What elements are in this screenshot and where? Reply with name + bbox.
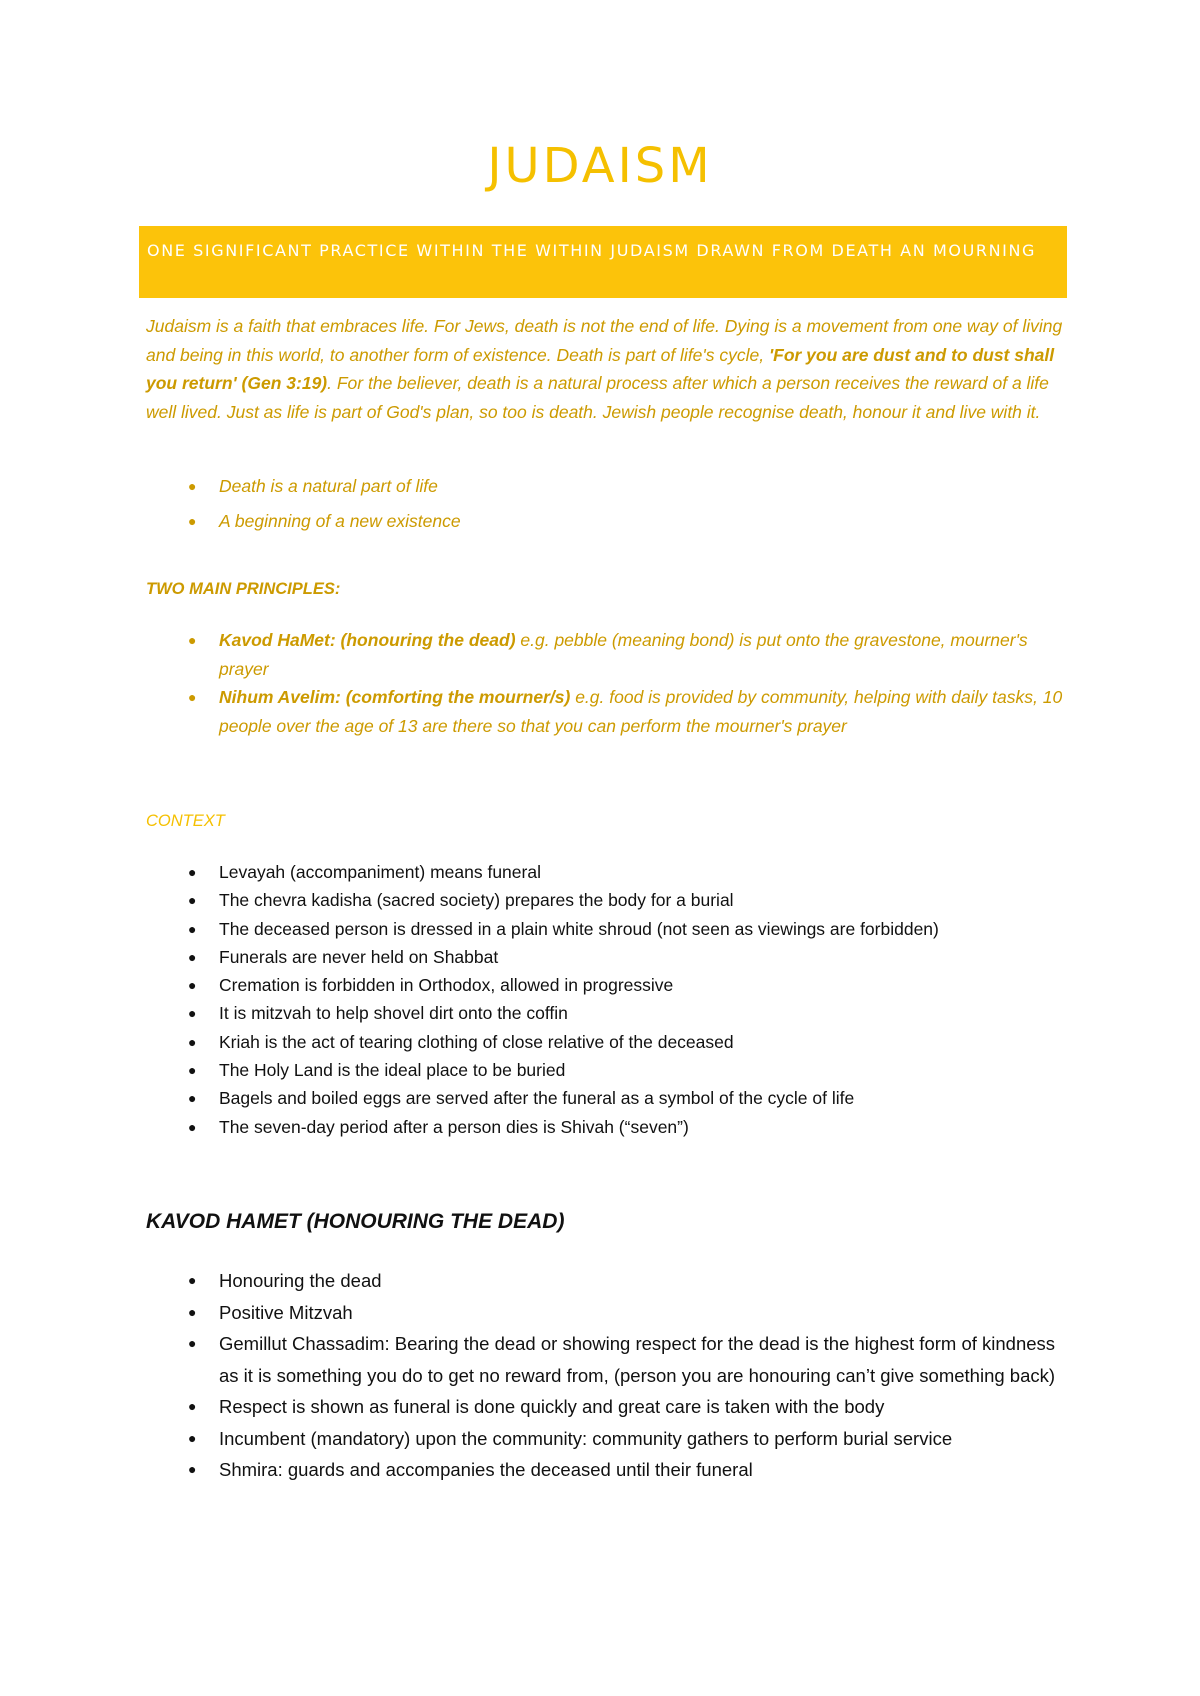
list-item-text: Honouring the dead — [219, 1270, 382, 1291]
principle-text: e.g. food is provided by community, helping with daily tasks, 10 people over the age of 13 are there so that you can perform the mourner's prayer — [219, 687, 1063, 736]
list-item-text: Cremation is forbidden in Orthodox, allowed in progressive — [219, 975, 674, 996]
kavod-hamet-list — [146, 1265, 1066, 1486]
principle-term: Kavod HaMet: (honouring the dead) — [219, 630, 516, 650]
list-item — [146, 1056, 1066, 1084]
intro-bullet-list — [146, 472, 1066, 535]
list-item — [146, 683, 1066, 740]
list-item — [146, 943, 1066, 971]
bullet-icon: ● — [188, 948, 197, 965]
section-banner — [139, 226, 1067, 298]
list-item-text: Shmira: guards and accompanies the deceased until their funeral — [219, 1459, 753, 1480]
list-item-text: Funerals are never held on Shabbat — [219, 946, 499, 967]
list-item-text: It is mitzvah to help shovel dirt onto the coffin — [219, 1003, 568, 1024]
bullet-icon: ● — [188, 892, 197, 909]
context-list — [146, 858, 1066, 1141]
principles-list — [146, 626, 1066, 740]
bullet-icon: ● — [188, 1303, 197, 1320]
list-item — [146, 1454, 1066, 1486]
list-item — [146, 999, 1066, 1027]
list-item — [146, 1423, 1066, 1455]
list-item — [146, 1084, 1066, 1112]
list-item — [146, 1328, 1066, 1391]
list-item-text: Death is a natural part of life — [219, 476, 438, 496]
list-item-text: Respect is shown as funeral is done quickly and great care is taken with the body — [219, 1396, 885, 1417]
list-item-text: Bagels and boiled eggs are served after the funeral as a symbol of the cycle of life — [219, 1088, 855, 1109]
page-title: JUDAISM — [487, 138, 713, 194]
bullet-icon: ● — [188, 1033, 197, 1050]
list-item-text: The deceased person is dressed in a plain white shroud (not seen as viewings are forbidden) — [219, 918, 939, 939]
list-item — [146, 507, 1066, 536]
principles-heading: TWO MAIN PRINCIPLES: — [146, 580, 341, 598]
list-item-text: Incumbent (mandatory) upon the community: community gathers to perform burial service — [219, 1427, 953, 1449]
bullet-icon: ● — [188, 1062, 197, 1079]
bullet-icon: ● — [188, 512, 197, 529]
list-item — [146, 886, 1066, 914]
list-item-text: The Holy Land is the ideal place to be buried — [219, 1060, 566, 1081]
bullet-icon: ● — [188, 632, 197, 648]
bullet-icon: ● — [188, 864, 197, 880]
list-item-text: Levayah (accompaniment) means funeral — [219, 862, 541, 882]
list-item-text: The seven-day period after a person dies is Shivah (“seven”) — [219, 1116, 689, 1137]
bullet-icon: ● — [188, 1429, 197, 1446]
list-item — [146, 472, 1066, 501]
list-item — [146, 1391, 1066, 1423]
list-item — [146, 1265, 1066, 1297]
intro-paragraph — [146, 312, 1066, 426]
bullet-icon: ● — [188, 1272, 197, 1288]
kavod-hamet-heading: KAVOD HAMET (HONOURING THE DEAD) — [146, 1210, 565, 1233]
list-item-text: Kriah is the act of tearing clothing of close relative of the deceased — [219, 1031, 734, 1052]
list-item-text: Positive Mitzvah — [219, 1301, 353, 1323]
bullet-icon: ● — [188, 1005, 197, 1022]
principle-text: e.g. pebble (meaning bond) is put onto the gravestone, mourner's prayer — [219, 630, 1028, 679]
bullet-icon: ● — [188, 1090, 197, 1107]
list-item — [146, 1113, 1066, 1141]
context-label: CONTEXT — [146, 812, 225, 830]
bullet-icon: ● — [188, 478, 197, 494]
intro-part2: . For the believer, death is a natural process after which a person receives the reward of a life well lived. Just as life is part of God's plan, so too is death. Jewish people recognise death, honour it and live with it. — [146, 373, 1049, 422]
bullet-icon: ● — [188, 689, 197, 705]
list-item — [146, 1028, 1066, 1056]
bullet-icon: ● — [188, 1335, 197, 1351]
bullet-icon: ● — [188, 1461, 197, 1477]
list-item — [146, 858, 1066, 886]
bullet-icon: ● — [188, 920, 197, 937]
intro-quote: 'For you are dust and to dust shall you return' (Gen 3:19) — [146, 344, 1055, 393]
list-item-text: The chevra kadisha (sacred society) prepares the body for a burial — [219, 890, 734, 911]
principle-term: Nihum Avelim: (comforting the mourner/s) — [219, 687, 571, 707]
list-item-text: Gemillut Chassadim: Bearing the dead or showing respect for the dead is the highest form of kindness as it is something you do to get no reward from, (person you are honouring can’t give something back) — [219, 1333, 1056, 1386]
bullet-icon: ● — [188, 1118, 197, 1135]
bullet-icon: ● — [188, 977, 197, 994]
list-item — [146, 915, 1066, 943]
banner-text: ONE SIGNIFICANT PRACTICE WITHIN THE WITHIN JUDAISM DRAWN FROM DEATH AN MOURNING — [147, 241, 1037, 260]
list-item — [146, 626, 1066, 683]
intro-part1: Judaism is a faith that embraces life. For Jews, death is not the end of life. Dying is a movement from one way of living and being in this world, to another form of existence. Death is part of life's cycle, — [146, 316, 1063, 365]
list-item — [146, 971, 1066, 999]
list-item — [146, 1297, 1066, 1329]
bullet-icon: ● — [188, 1398, 197, 1414]
list-item-text: A beginning of a new existence — [219, 510, 461, 531]
